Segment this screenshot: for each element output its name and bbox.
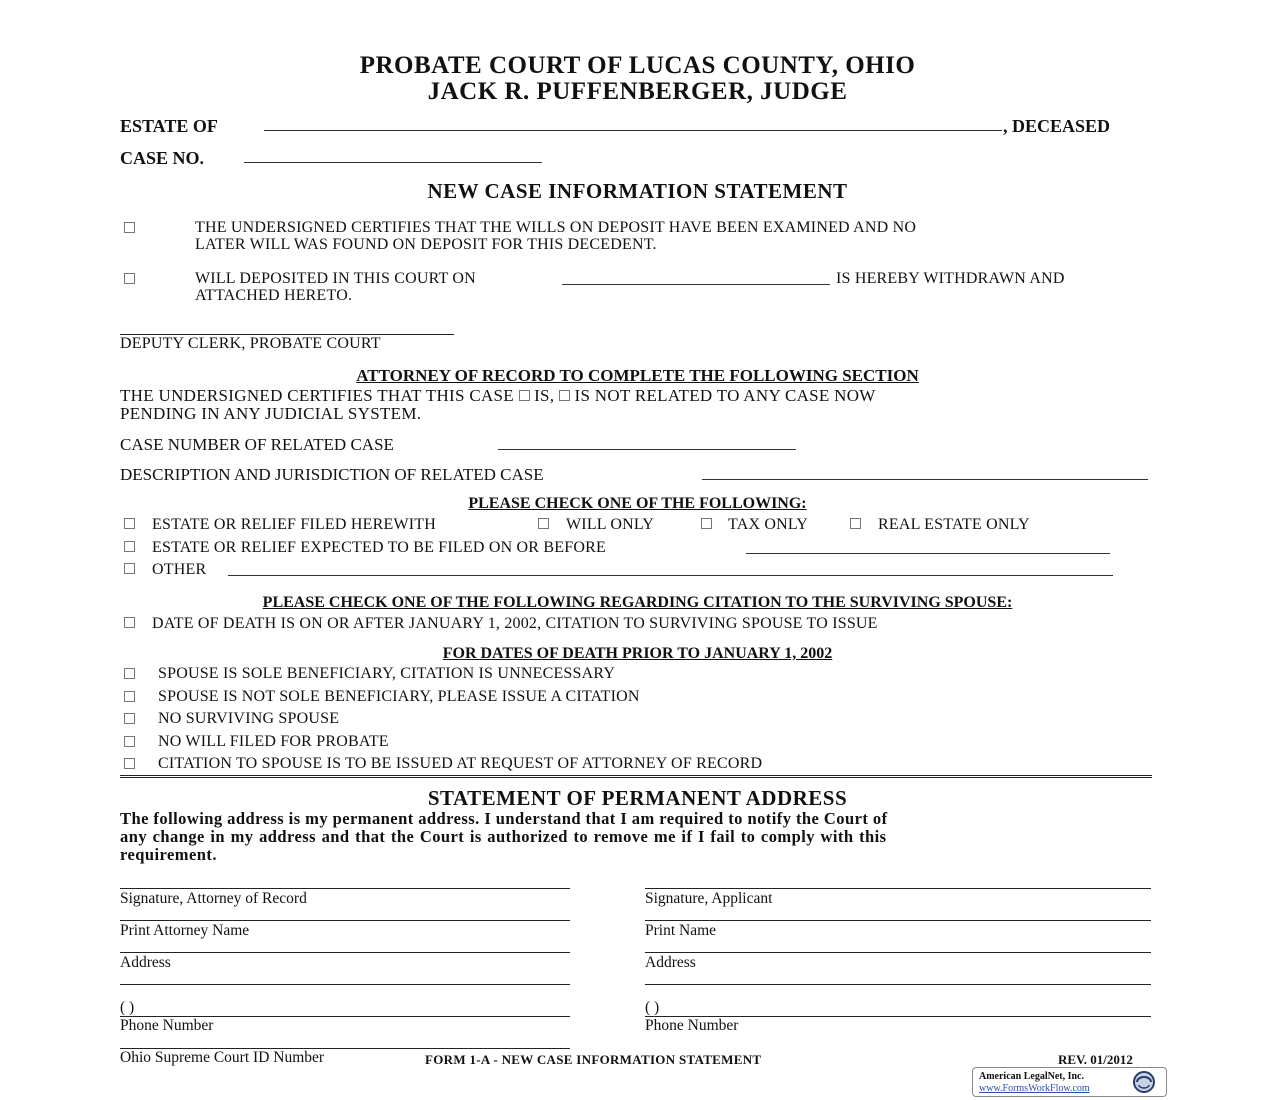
logo-company: American LegalNet, Inc.: [979, 1071, 1084, 1082]
applicant-phone-paren: ( ): [645, 999, 660, 1016]
spouse-not-sole-checkbox[interactable]: [124, 691, 135, 702]
related-case-prefix: THE UNDERSIGNED CERTIFIES THAT THIS CASE: [120, 386, 514, 405]
address-statement-3: requirement.: [120, 845, 217, 864]
applicant-address-label: Address: [645, 954, 696, 971]
will-only-label: WILL ONLY: [566, 516, 655, 533]
deceased-label: , DECEASED: [1003, 116, 1111, 136]
applicant-name-label: Print Name: [645, 922, 717, 939]
expected-label: ESTATE OR RELIEF EXPECTED TO BE FILED ON OR BEFORE: [152, 539, 606, 556]
prior-2002-heading: FOR DATES OF DEATH PRIOR TO JANUARY 1, 2002: [442, 645, 833, 662]
related-case-description-label: DESCRIPTION AND JURISDICTION OF RELATED CASE: [120, 465, 544, 484]
court-title: PROBATE COURT OF LUCAS COUNTY, OHIO: [359, 52, 916, 79]
attorney-phone-paren: ( ): [120, 999, 135, 1016]
is-not-related-checkbox[interactable]: [559, 390, 570, 401]
revision: REV. 01/2012: [1058, 1052, 1133, 1067]
attached-hereto-text: ATTACHED HERETO.: [195, 287, 353, 304]
spouse-sole-beneficiary-label: SPOUSE IS SOLE BENEFICIARY, CITATION IS UNNECESSARY: [158, 665, 616, 682]
attorney-address-line-2[interactable]: [120, 984, 570, 985]
estate-filed-checkbox[interactable]: [124, 518, 135, 529]
pending-text: PENDING IN ANY JUDICIAL SYSTEM.: [120, 404, 422, 423]
other-checkbox[interactable]: [124, 563, 135, 574]
citation-heading: PLEASE CHECK ONE OF THE FOLLOWING REGARDING CITATION TO THE SURVIVING SPOUSE:: [262, 594, 1013, 611]
applicant-address-line-2[interactable]: [645, 984, 1151, 985]
other-field[interactable]: [228, 561, 1113, 581]
citation-request-checkbox[interactable]: [124, 758, 135, 769]
form-id: FORM 1-A - NEW CASE INFORMATION STATEMENT: [425, 1052, 762, 1067]
applicant-signature-line[interactable]: [645, 888, 1151, 889]
wills-examined-text-2: LATER WILL WAS FOUND ON DEPOSIT FOR THIS DECEDENT.: [195, 236, 657, 253]
expected-date-field[interactable]: [746, 539, 1110, 559]
is-related-checkbox[interactable]: [519, 390, 530, 401]
address-statement-2: any change in my address and that the Court is authorized to remove me if I fail to comply with this: [120, 827, 887, 846]
spouse-not-sole-label: SPOUSE IS NOT SOLE BENEFICIARY, PLEASE ISSUE A CITATION: [158, 688, 640, 705]
attorney-signature-label: Signature, Attorney of Record: [120, 890, 307, 907]
attorney-phone-label: Phone Number: [120, 1017, 214, 1034]
spouse-sole-beneficiary-checkbox[interactable]: [124, 668, 135, 679]
no-will-filed-checkbox[interactable]: [124, 736, 135, 747]
judge-title: JACK R. PUFFENBERGER, JUDGE: [427, 78, 848, 105]
related-case-line: [120, 386, 876, 406]
american-legalnet-logo[interactable]: [972, 1067, 1167, 1097]
will-deposited-checkbox[interactable]: [124, 273, 135, 284]
is-label: IS,: [534, 386, 555, 405]
section-divider: [120, 775, 1152, 778]
applicant-signature-label: Signature, Applicant: [645, 890, 773, 907]
estate-name-field[interactable]: [264, 116, 1002, 136]
real-estate-only-checkbox[interactable]: [850, 518, 861, 529]
citation-request-label: CITATION TO SPOUSE IS TO BE ISSUED AT REQUEST OF ATTORNEY OF RECORD: [158, 755, 763, 772]
no-will-filed-label: NO WILL FILED FOR PROBATE: [158, 733, 389, 750]
expected-checkbox[interactable]: [124, 541, 135, 552]
related-case-number-label: CASE NUMBER OF RELATED CASE: [120, 435, 394, 454]
address-statement-1: The following address is my permanent address. I understand that I am required to notify the Court of: [120, 809, 888, 828]
will-withdrawn-text: IS HEREBY WITHDRAWN AND: [836, 270, 1065, 287]
check-one-heading: PLEASE CHECK ONE OF THE FOLLOWING:: [468, 495, 807, 512]
attorney-signature-line[interactable]: [120, 888, 570, 889]
tax-only-label: TAX ONLY: [728, 516, 809, 533]
tax-only-checkbox[interactable]: [701, 518, 712, 529]
address-heading: STATEMENT OF PERMANENT ADDRESS: [427, 786, 848, 810]
attorney-address-line[interactable]: [120, 952, 570, 953]
attorney-heading: ATTORNEY OF RECORD TO COMPLETE THE FOLLOWING SECTION: [356, 366, 919, 385]
form-title: NEW CASE INFORMATION STATEMENT: [427, 179, 848, 203]
logo-url[interactable]: www.FormsWorkFlow.com: [979, 1083, 1090, 1094]
applicant-name-line[interactable]: [645, 920, 1151, 921]
case-no-label: CASE NO.: [120, 148, 205, 168]
related-case-number-field[interactable]: [498, 435, 796, 455]
applicant-phone-label: Phone Number: [645, 1017, 739, 1034]
deputy-clerk-label: DEPUTY CLERK, PROBATE COURT: [120, 335, 381, 352]
real-estate-only-label: REAL ESTATE ONLY: [878, 516, 1030, 533]
attorney-address-label: Address: [120, 954, 171, 971]
wills-examined-text-1: THE UNDERSIGNED CERTIFIES THAT THE WILLS ON DEPOSIT HAVE BEEN EXAMINED AND NO: [195, 219, 917, 236]
no-surviving-spouse-label: NO SURVIVING SPOUSE: [158, 710, 340, 727]
is-not-label: IS NOT RELATED TO ANY CASE NOW: [574, 386, 876, 405]
will-deposited-text: WILL DEPOSITED IN THIS COURT ON: [195, 270, 476, 287]
attorney-name-label: Print Attorney Name: [120, 922, 250, 939]
attorney-name-line[interactable]: [120, 920, 570, 921]
after-2002-checkbox[interactable]: [124, 617, 135, 628]
related-case-description-field[interactable]: [702, 465, 1148, 485]
other-label: OTHER: [152, 561, 207, 578]
estate-label: ESTATE OF: [120, 116, 218, 136]
wills-examined-checkbox[interactable]: [124, 222, 135, 233]
sc-id-label: Ohio Supreme Court ID Number: [120, 1049, 325, 1066]
will-only-checkbox[interactable]: [538, 518, 549, 529]
after-2002-label: DATE OF DEATH IS ON OR AFTER JANUARY 1, 2002, CITATION TO SURVIVING SPOUSE TO ISSUE: [152, 615, 878, 632]
globe-icon: [1131, 1070, 1157, 1094]
applicant-address-line[interactable]: [645, 952, 1151, 953]
will-deposited-date-field[interactable]: [562, 270, 830, 290]
estate-filed-label: ESTATE OR RELIEF FILED HEREWITH: [152, 516, 436, 533]
case-no-field[interactable]: [244, 148, 542, 168]
no-surviving-spouse-checkbox[interactable]: [124, 713, 135, 724]
